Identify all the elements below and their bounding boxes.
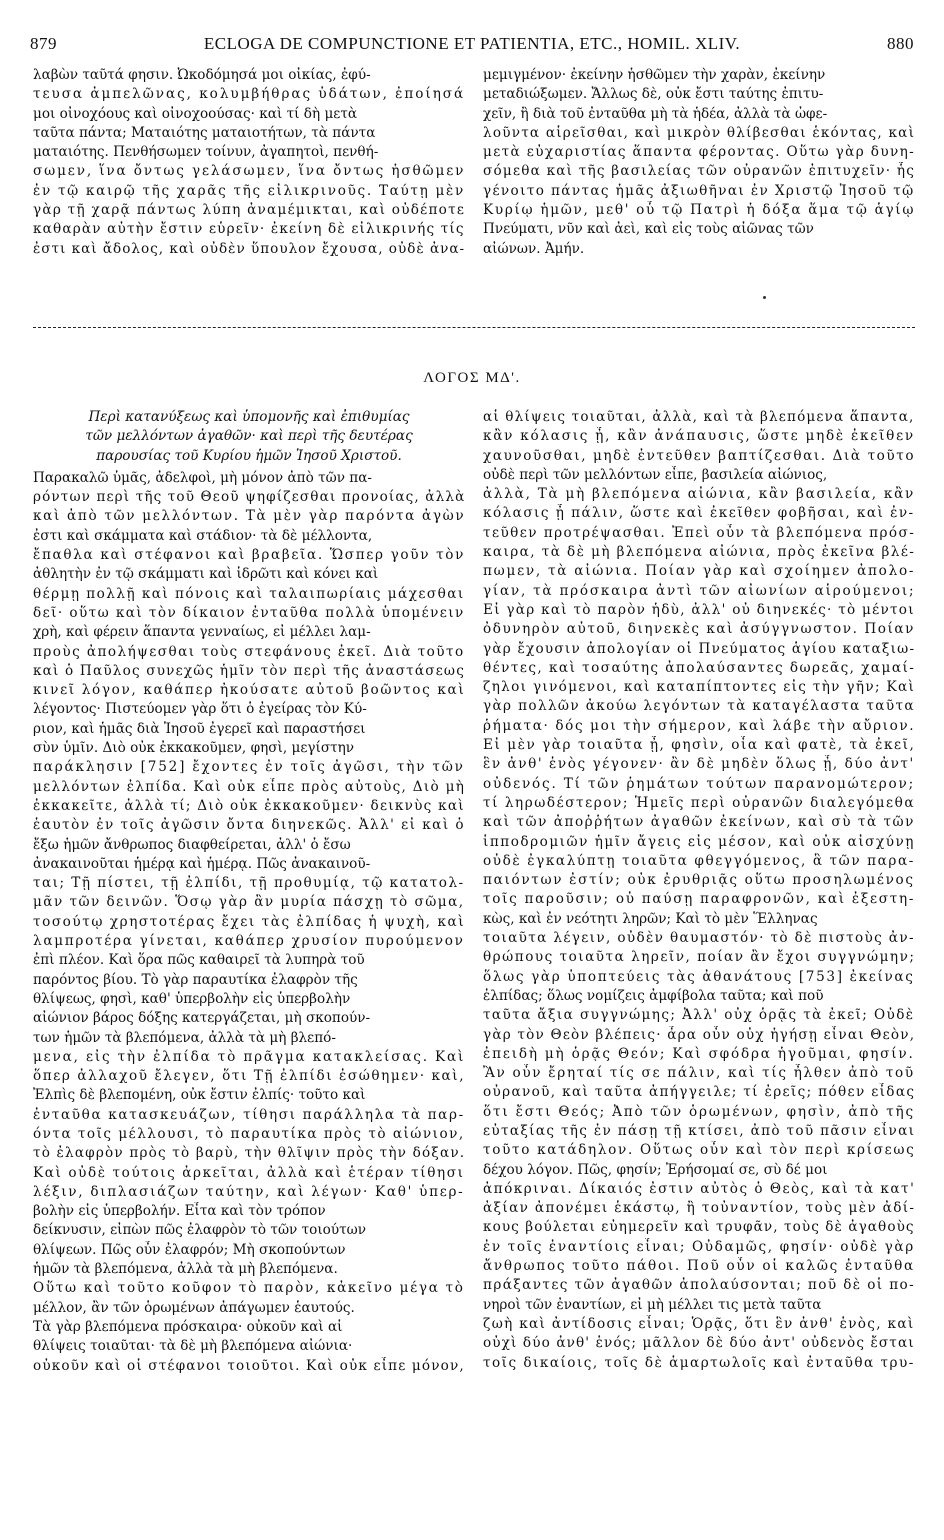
text-line: αἰώνιον βάρος δόξης κατεργάζεται, μὴ σκοπούν- (33, 1010, 371, 1027)
homily-subject (33, 408, 465, 466)
text-line: θρώπους τοιαῦτα ληρεῖν, ποίαν ἂν ἔχοι συγγνώμην; (483, 949, 915, 966)
text-line: Περὶ κατανύξεως καὶ ὑπομονῆς καὶ ἐπιθυμίας (88, 409, 410, 425)
text-line: μετὰ εὐχαριστίας ἅπαντα φέροντας. Οὕτω γὰρ δυνη- (483, 144, 915, 161)
text-line: τοιαῦτα λέγειν, οὐδὲν θαυμαστόν· τὸ δὲ πιστοὺς ἀν- (483, 930, 915, 947)
text-line: λαμπροτέρα γίνεται, καθάπερ χρυσίον πυρούμενον (33, 933, 465, 950)
running-title: ECLOGA DE COMPUNCTIONE ET PATIENTIA, ETC., HOMIL. XLIV. (203, 34, 741, 53)
text-line: ἐν τοῖς ἐναντίοις εἶναι; Οὐδαμῶς, φησίν· οὐδὲ γὰρ (483, 1238, 915, 1255)
text-line: χαυνοῦσθαι, μηδὲ ἐντεῦθεν βαπτίζεσθαι. Διὰ τοῦτο (483, 447, 915, 464)
text-line: ἐστι καὶ σκάμματα καὶ στάδιον· τὰ δὲ μέλλοντα, (33, 527, 373, 544)
text-line: δείκνυσιν, εἰπὼν πῶς ἐλαφρὸν τὸ τῶν τοιούτων (33, 1222, 366, 1239)
text-line: οὐδὲ περὶ τῶν μελλόντων εἶπε, βασιλεία αἰώνιος, (483, 466, 828, 483)
text-line: ἀπόκριναι. Δίκαιός ἐστιν αὐτὸς ὁ Θεὸς, καὶ τὰ κατ' (483, 1180, 915, 1197)
text-line: λοῦντα αἱρεῖσθαι, καὶ μικρὸν θλίβεσθαι ἑκόντας, καὶ (483, 124, 915, 141)
text-line: Εἰ μὲν γὰρ τοιαῦτα ᾖ, φησὶν, οἷα καὶ φατὲ, τὰ ἐκεῖ, (483, 737, 915, 754)
text-line: ματαιότης. Πενθήσωμεν τοίνυν, ἀγαπητοὶ, πενθή- (33, 144, 379, 161)
text-line: ἐπὶ πλέον. Καὶ ὅρα πῶς καθαιρεῖ τὰ λυπηρὰ τοῦ (33, 952, 365, 969)
text-line: σωμεν, ἵνα ὄντως γελάσωμεν, ἵνα ὄντως ἡσθῶμεν (33, 163, 465, 180)
text-line: χεῖν, ἢ διὰ τοῦ ἐνταῦθα μὴ τὰ ἡδέα, ἀλλὰ τὰ ὠφε- (483, 105, 828, 122)
text-line: Παρακαλῶ ὑμᾶς, ἀδελφοὶ, μὴ μόνον ἀπὸ τῶν πα- (33, 469, 373, 486)
text-line: σόμεθα καὶ τῆς βασιλείας τῶν οὐρανῶν ἐπιτυχεῖν· ἧς (483, 163, 915, 180)
text-line: οὐδὲ ἐγκαλύπτῃ τοιαῦτα φθεγγόμενος, ἃ τῶν παρα- (483, 852, 915, 869)
text-line: μεταδιώξωμεν. Ἄλλως δὲ, οὐκ ἔστι ταύτης ἐπιτυ- (483, 86, 824, 103)
text-line: ὀδυνηρὸν αὐτοῦ, διηνεκὲς καὶ ἀσύγγνωστον. Ποίαν (483, 621, 915, 638)
section-divider (33, 327, 915, 328)
text-line: μᾶν τῶν δεινῶν. Ὅσῳ γὰρ ἂν μυρία πάσχῃ τὸ σῶμα, (33, 894, 465, 911)
text-line: παράκλησιν [752] ἔχοντες ἐν τοῖς ἀγῶσι, τὴν τῶν (33, 759, 465, 776)
text-line: βολὴν εἰς ὑπερβολήν. Εἶτα καὶ τὸν τρόπον (33, 1203, 326, 1220)
text-line: ταῦτα ἄξια συγγνώμης; Ἀλλ' οὐχ ὁρᾷς τὰ ἐκεῖ; Οὐδὲ (483, 1007, 915, 1024)
text-line: ἐνταῦθα κατασκευάζων, τίθησι παράλληλα τὰ παρ- (33, 1106, 465, 1123)
text-line: ἑαυτὸν ἐν τοῖς ἀγῶσιν ὄντα διηνεκῶς. Ἀλλ' εἰ καὶ ὁ (33, 817, 465, 834)
text-line: Πνεύματι, νῦν καὶ ἀεὶ, καὶ εἰς τοὺς αἰῶνας τῶν (483, 221, 814, 238)
text-line: Οὕτω καὶ τοῦτο κοῦφον τὸ παρὸν, κἀκεῖνο μέγα τὸ (33, 1280, 465, 1297)
text-line: σὺν ὑμῖν. Διὸ οὐκ ἐκκακοῦμεν, φησὶ, μεγίστην (33, 740, 355, 757)
text-line: μοι οἰνοχόους καὶ οἰνοχοούσας· καὶ τί δὴ μετὰ (33, 105, 358, 122)
text-line: ὅλως γὰρ ὑποπτεύεις τὰς ἀθανάτους [753] ἐκείνας (483, 968, 915, 985)
text-line: γίαν, τὰ πρόσκαιρα ἀντὶ τῶν αἰωνίων αἱρούμενοι; (483, 582, 915, 599)
text-line: θλίψεως, φησὶ, καθ' ὑπερβολὴν εἰς ὑπερβολὴν (33, 990, 351, 1007)
text-line: ὅπερ ἀλλαχοῦ ἔλεγεν, ὅτι Τῇ ἐλπίδι ἐσώθημεν· καὶ, (33, 1068, 465, 1085)
text-line: προὺς ἀπολήψεσθαι τοὺς στεφάνους ἐκεῖ. Διὰ τοῦτο (33, 643, 465, 660)
text-line: τεῦθεν προτρέψασθαι. Ἐπεὶ οὖν τὰ βλεπόμενα πρόσ- (483, 524, 915, 541)
text-line: οὐδενός. Τί τῶν ῥημάτων τούτων παρανομώτερον; (483, 775, 915, 792)
text-line: ζηλοι γινόμενοι, καὶ καταπίπτοντες εἰς τὴν γῆν; Καὶ (483, 679, 915, 696)
text-line: κόλασις ᾖ πάλιν, ὥστε καὶ ἐκεῖθεν φοβῆσαι, καὶ ἐν- (483, 505, 915, 522)
text-line: δέχου λόγον. Πῶς, φησίν; Ἐρήσομαί σε, σὺ δέ μοι (483, 1161, 828, 1178)
ink-dot (763, 296, 766, 299)
text-line: θλίψεις τοιαῦται· τὰ δὲ μὴ βλεπόμενα αἰώνια· (33, 1338, 353, 1355)
text-line: γὰρ ἔχουσιν ἀπολογίαν οἱ Πνεύματος ἁγίου καταξιω- (483, 640, 915, 657)
text-line: μενα, εἰς τὴν ἐλπίδα τὸ πρᾶγμα κατακλείσας. Καὶ (33, 1048, 465, 1065)
top-left-column (33, 66, 465, 259)
top-right-column (483, 66, 915, 259)
text-line: κινεῖ λόγον, καθάπερ ἠκούσατε αὐτοῦ βοῶντος καὶ (33, 682, 465, 699)
text-line: Τὰ γὰρ βλεπόμενα πρόσκαιρα· οὐκοῦν καὶ αἱ (33, 1318, 343, 1335)
text-line: ἐπειδὴ μὴ ὁρᾷς Θεόν; Καὶ σφόδρα ἡγοῦμαι, φησίν. (483, 1045, 915, 1062)
text-line: καιρα, τὰ δὲ μὴ βλεπόμενα αἰώνια, πρὸς ἐκεῖνα βλέ- (483, 544, 915, 561)
page-number-left: 879 (30, 34, 57, 53)
text-line: παρουσίας τοῦ Κυρίου ἡμῶν Ἰησοῦ Χριστοῦ. (96, 447, 402, 464)
text-line: Καὶ οὐδὲ τούτοις ἀρκεῖται, ἀλλὰ καὶ ἑτέραν τίθησι (33, 1164, 465, 1181)
text-line: καθαρὰν αὐτὴν ἔστιν εὑρεῖν· ἐκείνη δὲ εἰλικρινής τίς (33, 221, 465, 238)
text-line: ἐλπίδας; ὅλως νομίζεις ἀμφίβολα ταῦτα; καὶ ποῦ (483, 987, 824, 1004)
text-line: αἱ θλίψεις τοιαῦται, ἀλλὰ, καὶ τὰ βλεπόμενα ἅπαντα, (483, 409, 915, 425)
text-line: τί ληρωδέστερον; Ἡμεῖς περὶ οὐρανῶν διαλεγόμεθα (483, 794, 915, 811)
text-line: Εἰ γὰρ καὶ τὸ παρὸν ἡδὺ, ἀλλ' οὐ διηνεκές· τὸ μέντοι (483, 601, 915, 618)
text-line: χρὴ, καὶ φέρειν ἅπαντα γενναίως, εἰ μέλλει λαμ- (33, 624, 371, 641)
text-line: ἱπποδρομιῶν ἡμῖν ἄγεις εἰς μέσον, καὶ οὐκ αἰσχύνῃ (483, 833, 915, 850)
text-line: μελλόντων ἐλπίδα. Καὶ οὐκ εἶπε πρὸς αὐτοὺς, Διὸ μὴ (33, 778, 465, 795)
text-line: ἀθλητὴν ἐν τῷ σκάμματι καὶ ἱδρῶτι καὶ κόνει καὶ (33, 566, 379, 583)
text-line: ἐκκακεῖτε, ἀλλὰ τί; Διὸ οὐκ ἐκκακοῦμεν· δεικνὺς καὶ (33, 797, 465, 814)
text-line: θέντες, καὶ τοσαύτης ἀπολαύσαντες δωρεᾶς, χαμαί- (483, 659, 915, 676)
lower-left-column (33, 408, 465, 1376)
text-line: λέγοντος· Πιστεύομεν γὰρ ὅτι ὁ ἐγείρας τὸν Κύ- (33, 701, 367, 718)
text-line: ἡμῶν τὰ βλεπόμενα, ἀλλὰ τὰ μὴ βλεπόμενα. (33, 1261, 338, 1278)
text-line: Κυρίῳ ἡμῶν, μεθ' οὗ τῷ Πατρὶ ἡ δόξα ἅμα τῷ ἁγίῳ (483, 202, 915, 219)
text-line: ἀξίαν ἀπονέμει ἑκάστῳ, ἢ τοὐναντίον, τοὺς μὲν ἀδί- (483, 1200, 915, 1217)
text-line: αἰώνων. Ἀμήν. (483, 240, 585, 257)
text-line: θέρμῃ πολλῇ καὶ πόνοις καὶ ταλαιπωρίαις μάχεσθαι (33, 585, 465, 602)
text-line: των ἡμῶν τὰ βλεπόμενα, ἀλλὰ τὰ μὴ βλεπό- (33, 1029, 336, 1046)
text-line: δεῖ· οὕτω καὶ τὸν δίκαιον ἐνταῦθα πολλὰ ὑπομένειν (33, 604, 465, 621)
text-line: πράξαντες τῶν ἀγαθῶν ἀπολαύσονται; ποῦ δὲ οἱ πο- (483, 1277, 915, 1294)
text-line: παρόντος βίου. Τὸ γὰρ παραυτίκα ἐλαφρὸν τῆς (33, 971, 358, 988)
text-line: ἐν τῷ καιρῷ τῆς χαρᾶς τῆς εἰλικρινοῦς. Ταύτῃ μὲν (33, 182, 465, 199)
page-number-right: 880 (887, 34, 914, 53)
text-line: τοῖς παροῦσιν; οὐ παύσῃ παραφρονῶν, καὶ ἐξεστη- (483, 891, 915, 908)
text-line: κἂν κόλασις ᾖ, κἂν ἀνάπαυσις, ὥστε μηδὲ ἐκεῖθεν (483, 428, 915, 445)
text-line: όντα τοῖς μέλλουσι, τὸ παραυτίκα πρὸς τὸ αἰώνιον, (33, 1125, 465, 1142)
text-line: ἓν ἀνθ' ἑνὸς γέγονεν· ἂν δὲ μηδὲν ὅλως ᾖ, δύο ἀντ' (483, 756, 915, 773)
text-line: ται; Τῇ πίστει, τῇ ἐλπίδι, τῇ προθυμίᾳ, τῷ κατατολ- (33, 875, 465, 892)
text-line: γὰρ πολλῶν ἀκούω λεγόντων τὰ καταγέλαστα ταῦτα (483, 698, 915, 715)
text-line: οὐχὶ δύο ἀνθ' ἑνός; μᾶλλον δὲ δύο ἀντ' οὐδενὸς ἔσται (483, 1335, 915, 1352)
text-line: οὐκοῦν καὶ οἱ στέφανοι τοιοῦτοι. Καὶ οὐκ εἶπε μόνον, (33, 1357, 465, 1374)
text-line: οὐρανοῦ, καὶ ταῦτα ἀπήγγειλε; τί ἐρεῖς; πόθεν εἶδας (483, 1084, 915, 1101)
text-line: μεμιγμένον· ἐκείνην ἡσθῶμεν τὴν χαρὰν, ἐκείνην (483, 67, 826, 83)
text-line: ἐστι καὶ ἄδολος, καὶ οὐδὲν ὕπουλον ἔχουσα, οὐδὲ ἀνα- (33, 240, 465, 257)
text-line: κὼς, καὶ ἐν νεότητι ληρῶν; Καὶ τὸ μὲν Ἕλληνας (483, 910, 818, 927)
text-line: εὐταξίας τῆς ἐν πάσῃ τῇ κτίσει, ἀπὸ τοῦ πᾶσιν εἶναι (483, 1122, 915, 1139)
text-line: λέξιν, διπλασιάζων ταύτην, καὶ λέγων· Καθ' ὑπερ- (33, 1183, 465, 1200)
text-line: καὶ τῶν ἀποῤῥήτων ἀγαθῶν ἐκείνων, καὶ σὺ τὰ τῶν (483, 814, 915, 831)
text-line: γὰρ τὸν Θεὸν βλέπεις· ἆρα οὖν οὐχ ἡγήσῃ εἶναι Θεὸν, (483, 1026, 915, 1043)
page-header (30, 34, 914, 58)
text-line: τοσούτῳ χρηστοτέρας ἔχει τὰς ἐλπίδας ἡ ψυχὴ, καὶ (33, 913, 465, 930)
text-line: ρόντων περὶ τῆς τοῦ Θεοῦ ψηφίζεσθαι προνοίας, ἀλλὰ (33, 489, 465, 506)
text-line: τῶν μελλόντων ἀγαθῶν· καὶ περὶ τῆς δευτέρας (85, 428, 413, 445)
text-line: παιόντων ἐστίν; οὐκ ἐρυθριᾷς οὕτω προσηλωμένος (483, 872, 915, 889)
text-line: ἀνακαινοῦται ἡμέρᾳ καὶ ἡμέρᾳ. Πῶς ἀνακαινοῦ- (33, 855, 371, 872)
text-line: Ἐλπὶς δὲ βλεπομένη, οὐκ ἔστιν ἐλπίς· τοῦτο καὶ (33, 1087, 366, 1104)
text-line: γένοιτο πάντας ἡμᾶς ἀξιωθῆναι ἐν Χριστῷ Ἰησοῦ τῷ (483, 182, 915, 199)
text-line: ριον, καὶ ἡμᾶς διὰ Ἰησοῦ ἐγερεῖ καὶ παραστήσει (33, 720, 366, 737)
text-line: λαβὼν ταῦτά φησιν. Ὠκοδόμησά μοι οἰκίας, ἐφύ- (33, 67, 371, 83)
text-line: καὶ ἀπὸ τῶν μελλόντων. Τὰ μὲν γὰρ παρόντα ἀγὼν (33, 508, 465, 525)
text-line: ταῦτα πάντα; Ματαιότης ματαιοτήτων, τὰ πάντα (33, 124, 376, 141)
text-line: καὶ ὁ Παῦλος συνεχῶς ἡμῖν τὸν περὶ τῆς ἀναστάσεως (33, 662, 465, 679)
text-line: θλίψεων. Πῶς οὖν ἐλαφρόν; Μὴ σκοπούντων (33, 1241, 346, 1258)
text-line: πωμεν, τὰ αἰώνια. Ποίαν γὰρ καὶ σχοίημεν ἀπολο- (483, 563, 915, 580)
text-line: ἔξω ἡμῶν ἄνθρωπος διαφθείρεται, ἀλλ' ὁ ἔσω (33, 836, 351, 853)
text-line: ὅτι ἔστι Θεός; Ἀπὸ τῶν ὁρωμένων, φησὶν, ἀπὸ τῆς (483, 1103, 915, 1120)
text-line: ἀλλὰ, Τὰ μὴ βλεπόμενα αἰώνια, κἂν βασιλεία, κἂν (483, 486, 915, 503)
text-line: τὸ ἐλαφρὸν πρὸς τὸ βαρὺ, τὴν θλῖψιν πρὸς τὴν δόξαν. (33, 1145, 465, 1162)
text-line: ἔπαθλα καὶ στέφανοι καὶ βραβεῖα. Ὥσπερ γοῦν τὸν (33, 547, 465, 564)
text-line: ζωὴ καὶ ἀντίδοσις εἶναι; Ὁρᾷς, ὅτι ἓν ἀνθ' ἑνὸς, καὶ (483, 1315, 915, 1332)
text-line: τοῖς δικαίοις, τοῖς δὲ ἁμαρτωλοῖς καὶ ἐνταῦθα τρυ- (483, 1354, 915, 1371)
text-line: Ἂν οὖν ἔρηταί τίς σε πάλιν, καὶ τίς ἦλθεν ἀπὸ τοῦ (483, 1065, 915, 1082)
text-line: μέλλον, ἂν τῶν ὁρωμένων ἀπάγωμεν ἑαυτούς. (33, 1299, 355, 1316)
text-line: τοῦτο κατάδηλον. Οὕτως οὖν καὶ τὸν περὶ κρίσεως (483, 1142, 915, 1159)
text-line: νηροὶ τῶν ἐναντίων, εἰ μὴ μέλλει τις μετὰ ταῦτα (483, 1296, 822, 1313)
text-line: τευσα ἀμπελῶνας, κολυμβήθρας ὑδάτων, ἐποίησά (33, 86, 465, 103)
text-line: ἄνθρωπος τοῦτο πάθοι. Ποῦ οὖν οἱ καλῶς ἐνταῦθα (483, 1258, 915, 1275)
homily-title: ΛΟΓΟΣ ΜΔ'. (423, 370, 521, 386)
text-line: κους βούλεται εὐημερεῖν καὶ τρυφᾶν, τοὺς δὲ ἀγαθοὺς (483, 1219, 915, 1236)
text-line: ῥήματα· δός μοι τὴν σήμερον, καὶ λάβε τὴν αὔριον. (483, 717, 915, 734)
lower-right-column (483, 408, 915, 1373)
text-line: γὰρ τῇ χαρᾷ πάντως λύπη ἀναμέμικται, καὶ οὐδέποτε (33, 202, 465, 219)
